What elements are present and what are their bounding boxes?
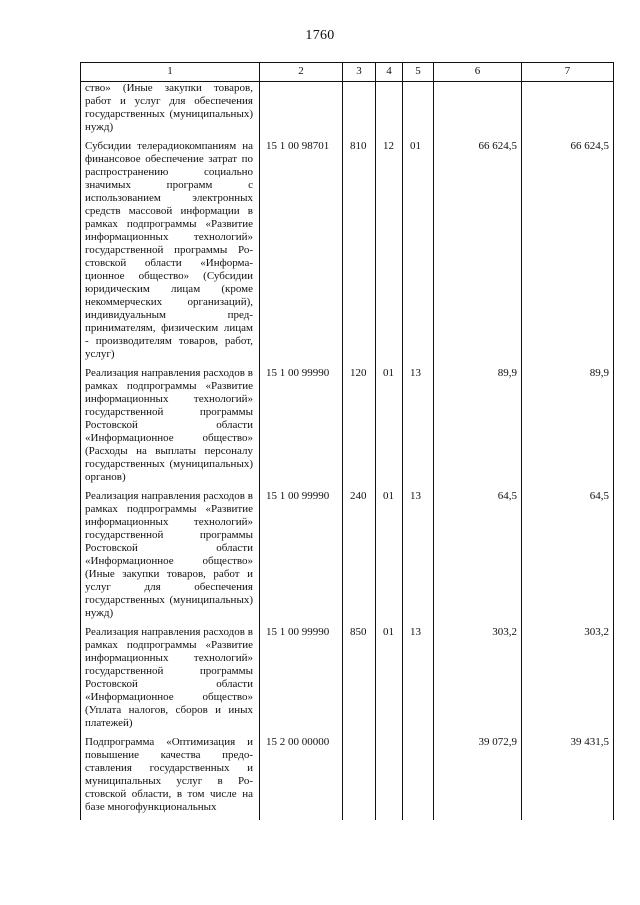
expense-name: Подпрограмма «Оптимизация и повышение качества предоставления государственных и муниципальных услуг в Ростовской области, в том числе на базе многофункциональных bbox=[81, 736, 260, 820]
amount-year-2: 64,5 bbox=[522, 490, 614, 626]
expense-name: Реализация направления расходов в рамках подпрограммы «Развитие информационных технологий» государственной программы Ростовской области «Информационное общество» (Уплата налогов, сборов и иных платежей) bbox=[81, 626, 260, 736]
amount-year-1: 66 624,5 bbox=[434, 140, 522, 367]
subsection-code bbox=[403, 82, 434, 141]
section-code bbox=[376, 82, 403, 141]
amount-year-1 bbox=[434, 82, 522, 141]
table-header-row bbox=[81, 63, 614, 82]
subsection-code: 13 bbox=[403, 367, 434, 490]
target-article-code: 15 2 00 00000 bbox=[260, 736, 343, 820]
budget-table bbox=[80, 62, 614, 820]
expense-name: Реализация направления расходов в рамках подпрограммы «Развитие информационных технологий» государственной программы Ростовской области «Информационное общество» (Иные закупки товаров, работ и услуг для обеспечения государственных (муниципальных) нужд) bbox=[81, 490, 260, 626]
section-code: 01 bbox=[376, 490, 403, 626]
section-code: 01 bbox=[376, 367, 403, 490]
amount-year-2: 303,2 bbox=[522, 626, 614, 736]
column-header: 2 bbox=[260, 63, 343, 82]
table-row bbox=[81, 626, 614, 736]
target-article-code: 15 1 00 98701 bbox=[260, 140, 343, 367]
amount-year-1: 39 072,9 bbox=[434, 736, 522, 820]
expense-type-code: 810 bbox=[343, 140, 376, 367]
column-header: 6 bbox=[434, 63, 522, 82]
target-article-code bbox=[260, 82, 343, 141]
amount-year-2: 39 431,5 bbox=[522, 736, 614, 820]
table-row bbox=[81, 140, 614, 367]
section-code bbox=[376, 736, 403, 820]
column-header: 3 bbox=[343, 63, 376, 82]
amount-year-1: 89,9 bbox=[434, 367, 522, 490]
column-header: 5 bbox=[403, 63, 434, 82]
expense-type-code bbox=[343, 736, 376, 820]
table-row bbox=[81, 367, 614, 490]
column-header: 7 bbox=[522, 63, 614, 82]
amount-year-2: 89,9 bbox=[522, 367, 614, 490]
amount-year-2: 66 624,5 bbox=[522, 140, 614, 367]
table-row bbox=[81, 82, 614, 141]
expense-type-code: 850 bbox=[343, 626, 376, 736]
expense-name: Реализация направления расходов в рамках подпрограммы «Развитие информационных технологий» государственной программы Ростовской области «Информационное общество» (Расходы на выплаты персоналу государственных (муниципальных) органов) bbox=[81, 367, 260, 490]
table-row bbox=[81, 490, 614, 626]
amount-year-1: 64,5 bbox=[434, 490, 522, 626]
expense-type-code: 240 bbox=[343, 490, 376, 626]
target-article-code: 15 1 00 99990 bbox=[260, 626, 343, 736]
target-article-code: 15 1 00 99990 bbox=[260, 490, 343, 626]
section-code: 01 bbox=[376, 626, 403, 736]
subsection-code bbox=[403, 736, 434, 820]
page-number: 1760 bbox=[305, 28, 335, 43]
expense-type-code: 120 bbox=[343, 367, 376, 490]
amount-year-2 bbox=[522, 82, 614, 141]
expense-type-code bbox=[343, 82, 376, 141]
amount-year-1: 303,2 bbox=[434, 626, 522, 736]
column-header: 1 bbox=[81, 63, 260, 82]
table-row bbox=[81, 736, 614, 820]
target-article-code: 15 1 00 99990 bbox=[260, 367, 343, 490]
section-code: 12 bbox=[376, 140, 403, 367]
subsection-code: 13 bbox=[403, 626, 434, 736]
expense-name: ство» (Иные закупки товаров, работ и услуг для обеспечения государственных (муниципальных) нужд) bbox=[81, 82, 260, 141]
column-header: 4 bbox=[376, 63, 403, 82]
expense-name: Субсидии телерадиокомпаниям на финансовое обеспечение затрат по распространению социально значимых программ с использованием электронных средств массовой информации в рамках подпрограммы «Развитие информационных технологий» государственной программы Ростовской области «Информационное общество» (Субсидии юридическим лицам (кроме некоммерческих организаций), индивидуальным предпринимателям, физическим лицам - производителям товаров, работ, услуг) bbox=[81, 140, 260, 367]
subsection-code: 13 bbox=[403, 490, 434, 626]
subsection-code: 01 bbox=[403, 140, 434, 367]
